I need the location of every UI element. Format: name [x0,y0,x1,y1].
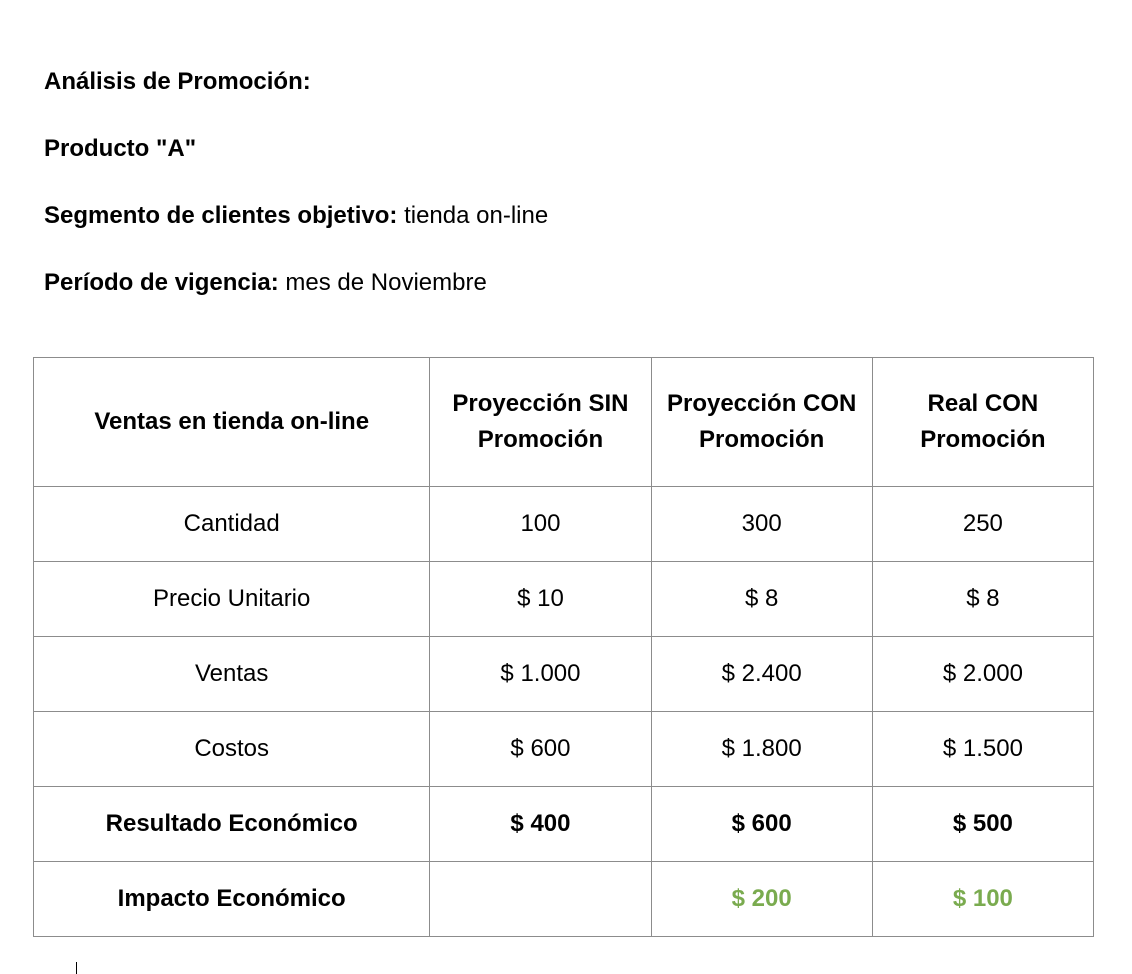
column-header-label-text: Ventas en tienda on-line [94,408,370,435]
cell-proj-con: $ 8 [651,562,872,637]
page-title [44,67,311,97]
cell-proj-sin: $ 10 [430,562,651,637]
promotion-table [33,357,1094,937]
column-header-real-con-line2: Promoción [920,426,1046,453]
cell-real-con: $ 1.500 [872,712,1093,787]
cell-proj-con: $ 600 [651,787,872,862]
row-label: Precio Unitario [34,562,430,637]
column-header-proj-con-line1: Proyección CON [666,390,857,417]
text-cursor[interactable] [76,962,77,974]
column-header-real-con [872,358,1093,487]
row-label: Cantidad [34,487,430,562]
cell-real-con-impact: $ 100 [872,862,1093,937]
row-label: Ventas [34,637,430,712]
row-label: Costos [34,712,430,787]
product-text: Producto "A" [44,135,197,162]
period-value: mes de Noviembre [278,269,487,296]
cell-real-con: $ 2.000 [872,637,1093,712]
table-row-impacto [34,862,1094,937]
table-row-cantidad [34,487,1094,562]
row-label: Impacto Económico [34,862,430,937]
cell-proj-sin: $ 1.000 [430,637,651,712]
cell-real-con: $ 500 [872,787,1093,862]
segment-value: tienda on-line [397,202,549,229]
column-header-label [34,358,430,487]
segment-label: Segmento de clientes objetivo: [44,202,398,229]
row-label: Resultado Económico [34,787,430,862]
cell-real-con: 250 [872,487,1093,562]
title-text: Análisis de Promoción: [44,68,311,95]
product-line [44,134,196,164]
table-row-costos [34,712,1094,787]
table-header-row [34,358,1094,487]
cell-proj-con: 300 [651,487,872,562]
column-header-real-con-line1: Real CON [927,390,1039,417]
cell-real-con: $ 8 [872,562,1093,637]
cell-proj-con-impact: $ 200 [651,862,872,937]
cell-proj-sin: 100 [430,487,651,562]
column-header-proj-sin-line1: Proyección SIN [452,390,629,417]
table-row-ventas [34,637,1094,712]
segment-line [44,201,548,231]
table-row-resultado [34,787,1094,862]
column-header-proj-sin [430,358,651,487]
column-header-proj-sin-line2: Promoción [477,426,604,453]
cell-proj-sin: $ 400 [430,787,651,862]
column-header-proj-con [651,358,872,487]
cell-proj-con: $ 2.400 [651,637,872,712]
table-row-precio-unitario [34,562,1094,637]
cell-proj-sin [430,862,651,937]
cell-proj-sin: $ 600 [430,712,651,787]
column-header-proj-con-line2: Promoción [698,426,825,453]
period-label: Período de vigencia: [44,269,279,296]
cell-proj-con: $ 1.800 [651,712,872,787]
period-line [44,268,487,298]
